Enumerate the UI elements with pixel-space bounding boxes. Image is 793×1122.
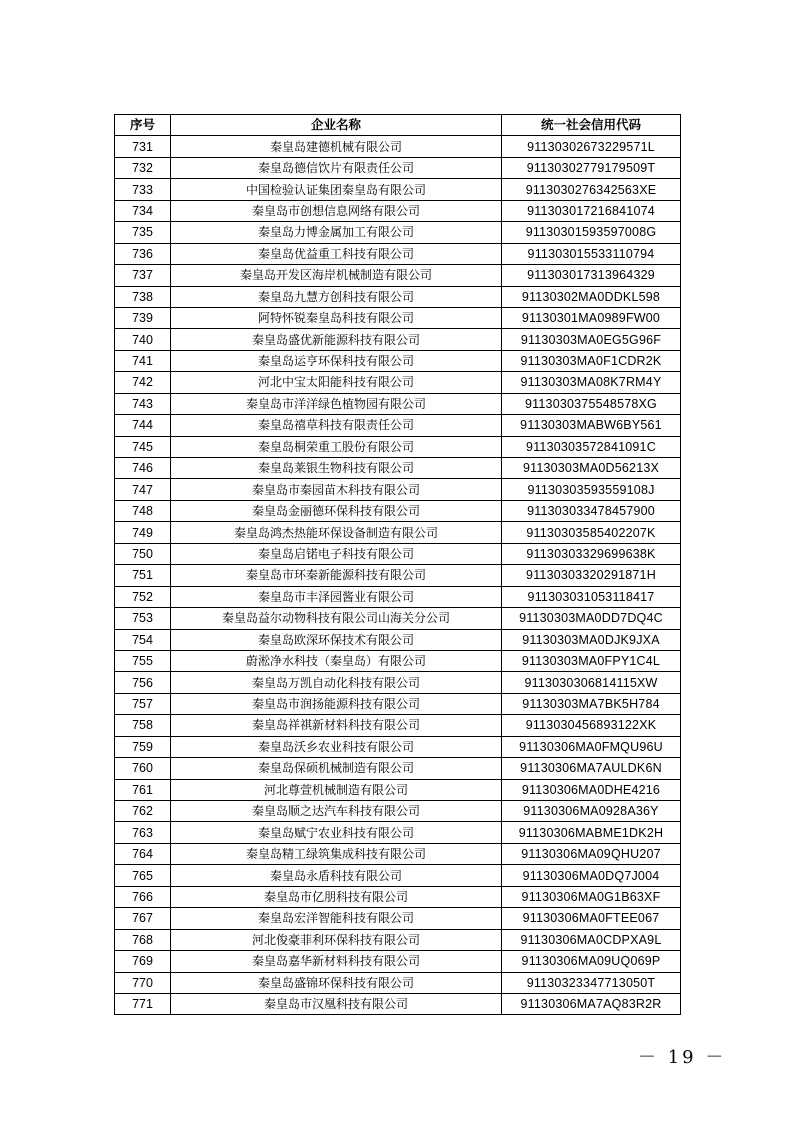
cell-credit-code: 9113030375548578XG — [502, 393, 681, 414]
cell-serial-number: 741 — [115, 350, 171, 371]
table-row — [115, 951, 681, 972]
cell-serial-number: 759 — [115, 736, 171, 757]
table-row — [115, 136, 681, 157]
cell-serial-number: 769 — [115, 951, 171, 972]
cell-credit-code: 91130303MA7BK5H784 — [502, 693, 681, 714]
cell-company-name: 秦皇岛禧草科技有限责任公司 — [171, 415, 502, 436]
cell-serial-number: 755 — [115, 650, 171, 671]
table-row — [115, 458, 681, 479]
cell-credit-code: 91130306MA0FMQU96U — [502, 736, 681, 757]
cell-credit-code: 9113030456893122XK — [502, 715, 681, 736]
cell-company-name: 秦皇岛开发区海岸机械制造有限公司 — [171, 265, 502, 286]
cell-credit-code: 91130302779179509T — [502, 157, 681, 178]
cell-serial-number: 767 — [115, 908, 171, 929]
cell-company-name: 秦皇岛启锘电子科技有限公司 — [171, 543, 502, 564]
cell-credit-code: 91130301593597008G — [502, 222, 681, 243]
cell-credit-code: 91130303MA0F1CDR2K — [502, 350, 681, 371]
cell-company-name: 秦皇岛建德机械有限公司 — [171, 136, 502, 157]
cell-serial-number: 754 — [115, 629, 171, 650]
cell-credit-code: 91130303MA0DD7DQ4C — [502, 608, 681, 629]
table-row — [115, 650, 681, 671]
cell-company-name: 秦皇岛祥祺新材料科技有限公司 — [171, 715, 502, 736]
cell-credit-code: 91130306MA0928A36Y — [502, 801, 681, 822]
table-body — [115, 136, 681, 1015]
cell-credit-code: 91130303329699638K — [502, 543, 681, 564]
cell-serial-number: 762 — [115, 801, 171, 822]
cell-credit-code: 9113030306814115XW — [502, 672, 681, 693]
header-serial-number: 序号 — [115, 115, 171, 136]
table-row — [115, 479, 681, 500]
cell-credit-code: 91130303MA0D56213X — [502, 458, 681, 479]
cell-company-name: 秦皇岛市洋洋绿色植物园有限公司 — [171, 393, 502, 414]
header-credit-code: 统一社会信用代码 — [502, 115, 681, 136]
header-company-name: 企业名称 — [171, 115, 502, 136]
cell-credit-code: 91130302MA0DDKL598 — [502, 286, 681, 307]
cell-company-name: 秦皇岛运亨环保科技有限公司 — [171, 350, 502, 371]
table-header-row — [115, 115, 681, 136]
cell-serial-number: 749 — [115, 522, 171, 543]
cell-serial-number: 748 — [115, 500, 171, 521]
company-table-container — [114, 114, 680, 1015]
cell-serial-number: 751 — [115, 565, 171, 586]
table-row — [115, 801, 681, 822]
cell-credit-code: 9113030276342563XE — [502, 179, 681, 200]
cell-credit-code: 91130306MA7AULDK6N — [502, 758, 681, 779]
cell-company-name: 河北俊豪菲利环保科技有限公司 — [171, 929, 502, 950]
cell-company-name: 秦皇岛永盾科技有限公司 — [171, 865, 502, 886]
cell-company-name: 秦皇岛莱银生物科技有限公司 — [171, 458, 502, 479]
page-number: － 19 － — [638, 1047, 727, 1068]
cell-company-name: 秦皇岛市亿朋科技有限公司 — [171, 886, 502, 907]
cell-serial-number: 734 — [115, 200, 171, 221]
cell-credit-code: 91130306MABME1DK2H — [502, 822, 681, 843]
table-row — [115, 779, 681, 800]
cell-company-name: 秦皇岛欧深环保技术有限公司 — [171, 629, 502, 650]
cell-company-name: 秦皇岛力博金属加工有限公司 — [171, 222, 502, 243]
cell-serial-number: 732 — [115, 157, 171, 178]
cell-credit-code: 911303017313964329 — [502, 265, 681, 286]
cell-company-name: 秦皇岛市创想信息网络有限公司 — [171, 200, 502, 221]
cell-credit-code: 91130302673229571L — [502, 136, 681, 157]
table-row — [115, 908, 681, 929]
cell-credit-code: 91130323347713050T — [502, 972, 681, 993]
cell-serial-number: 735 — [115, 222, 171, 243]
cell-company-name: 阿特怀锐秦皇岛科技有限公司 — [171, 307, 502, 328]
cell-company-name: 秦皇岛保硕机械制造有限公司 — [171, 758, 502, 779]
cell-company-name: 秦皇岛德信饮片有限责任公司 — [171, 157, 502, 178]
table-row — [115, 822, 681, 843]
table-row — [115, 993, 681, 1014]
cell-serial-number: 763 — [115, 822, 171, 843]
table-row — [115, 243, 681, 264]
cell-serial-number: 739 — [115, 307, 171, 328]
cell-serial-number: 750 — [115, 543, 171, 564]
table-row — [115, 886, 681, 907]
cell-company-name: 秦皇岛盛锦环保科技有限公司 — [171, 972, 502, 993]
cell-company-name: 秦皇岛万凯自动化科技有限公司 — [171, 672, 502, 693]
cell-credit-code: 91130303MA0DJK9JXA — [502, 629, 681, 650]
cell-credit-code: 91130303572841091C — [502, 436, 681, 457]
cell-serial-number: 765 — [115, 865, 171, 886]
cell-company-name: 秦皇岛优益重工科技有限公司 — [171, 243, 502, 264]
cell-credit-code: 91130303585402207K — [502, 522, 681, 543]
table-row — [115, 522, 681, 543]
cell-credit-code: 91130303320291871H — [502, 565, 681, 586]
table-row — [115, 865, 681, 886]
table-row — [115, 543, 681, 564]
table-row — [115, 350, 681, 371]
cell-serial-number: 757 — [115, 693, 171, 714]
cell-company-name: 秦皇岛金丽德环保科技有限公司 — [171, 500, 502, 521]
cell-serial-number: 756 — [115, 672, 171, 693]
cell-serial-number: 745 — [115, 436, 171, 457]
cell-credit-code: 91130306MA09UQ069P — [502, 951, 681, 972]
table-row — [115, 629, 681, 650]
table-row — [115, 693, 681, 714]
cell-serial-number: 733 — [115, 179, 171, 200]
table-row — [115, 265, 681, 286]
table-row — [115, 393, 681, 414]
cell-serial-number: 746 — [115, 458, 171, 479]
cell-company-name: 秦皇岛精工绿筑集成科技有限公司 — [171, 843, 502, 864]
cell-company-name: 秦皇岛沃乡农业科技有限公司 — [171, 736, 502, 757]
cell-serial-number: 743 — [115, 393, 171, 414]
cell-company-name: 秦皇岛市润扬能源科技有限公司 — [171, 693, 502, 714]
cell-serial-number: 753 — [115, 608, 171, 629]
cell-company-name: 秦皇岛盛优新能源科技有限公司 — [171, 329, 502, 350]
table-row — [115, 929, 681, 950]
cell-company-name: 秦皇岛鸿杰热能环保设备制造有限公司 — [171, 522, 502, 543]
table-row — [115, 715, 681, 736]
cell-credit-code: 911303017216841074 — [502, 200, 681, 221]
cell-serial-number: 736 — [115, 243, 171, 264]
cell-company-name: 河北尊萱机械制造有限公司 — [171, 779, 502, 800]
cell-company-name: 秦皇岛桐荣重工股份有限公司 — [171, 436, 502, 457]
cell-company-name: 秦皇岛赋宁农业科技有限公司 — [171, 822, 502, 843]
cell-serial-number: 758 — [115, 715, 171, 736]
cell-serial-number: 731 — [115, 136, 171, 157]
cell-company-name: 秦皇岛市丰泽园酱业有限公司 — [171, 586, 502, 607]
cell-company-name: 秦皇岛市汉凰科技有限公司 — [171, 993, 502, 1014]
table-row — [115, 672, 681, 693]
cell-credit-code: 91130306MA0DHE4216 — [502, 779, 681, 800]
cell-company-name: 蔚淞净水科技（秦皇岛）有限公司 — [171, 650, 502, 671]
cell-credit-code: 911303033478457900 — [502, 500, 681, 521]
cell-credit-code: 91130306MA0DQ7J004 — [502, 865, 681, 886]
cell-credit-code: 91130303593559108J — [502, 479, 681, 500]
cell-company-name: 秦皇岛九慧方创科技有限公司 — [171, 286, 502, 307]
table-row — [115, 307, 681, 328]
cell-credit-code: 91130303MA08K7RM4Y — [502, 372, 681, 393]
cell-credit-code: 91130301MA0989FW00 — [502, 307, 681, 328]
company-table — [114, 114, 681, 1015]
table-row — [115, 500, 681, 521]
table-row — [115, 179, 681, 200]
cell-serial-number: 768 — [115, 929, 171, 950]
cell-serial-number: 761 — [115, 779, 171, 800]
cell-credit-code: 911303031053118417 — [502, 586, 681, 607]
table-row — [115, 608, 681, 629]
cell-company-name: 秦皇岛宏洋智能科技有限公司 — [171, 908, 502, 929]
cell-serial-number: 744 — [115, 415, 171, 436]
cell-company-name: 秦皇岛市秦园苗木科技有限公司 — [171, 479, 502, 500]
table-row — [115, 586, 681, 607]
table-row — [115, 200, 681, 221]
cell-serial-number: 737 — [115, 265, 171, 286]
cell-credit-code: 91130306MA09QHU207 — [502, 843, 681, 864]
cell-credit-code: 91130303MA0FPY1C4L — [502, 650, 681, 671]
cell-serial-number: 742 — [115, 372, 171, 393]
table-row — [115, 972, 681, 993]
cell-serial-number: 764 — [115, 843, 171, 864]
table-row — [115, 415, 681, 436]
cell-company-name: 河北中宝太阳能科技有限公司 — [171, 372, 502, 393]
cell-serial-number: 738 — [115, 286, 171, 307]
cell-company-name: 秦皇岛市环秦新能源科技有限公司 — [171, 565, 502, 586]
table-row — [115, 736, 681, 757]
table-row — [115, 222, 681, 243]
cell-credit-code: 91130303MA0EG5G96F — [502, 329, 681, 350]
cell-serial-number: 760 — [115, 758, 171, 779]
table-row — [115, 565, 681, 586]
cell-serial-number: 747 — [115, 479, 171, 500]
cell-company-name: 秦皇岛顺之达汽车科技有限公司 — [171, 801, 502, 822]
table-row — [115, 157, 681, 178]
cell-credit-code: 91130303MABW6BY561 — [502, 415, 681, 436]
cell-serial-number: 771 — [115, 993, 171, 1014]
cell-credit-code: 91130306MA0CDPXA9L — [502, 929, 681, 950]
cell-serial-number: 766 — [115, 886, 171, 907]
table-row — [115, 286, 681, 307]
table-row — [115, 843, 681, 864]
cell-credit-code: 91130306MA0FTEE067 — [502, 908, 681, 929]
table-row — [115, 329, 681, 350]
table-row — [115, 758, 681, 779]
cell-credit-code: 911303015533110794 — [502, 243, 681, 264]
cell-company-name: 中国检验认证集团秦皇岛有限公司 — [171, 179, 502, 200]
cell-serial-number: 740 — [115, 329, 171, 350]
cell-company-name: 秦皇岛嘉华新材料科技有限公司 — [171, 951, 502, 972]
cell-credit-code: 91130306MA7AQ83R2R — [502, 993, 681, 1014]
cell-serial-number: 752 — [115, 586, 171, 607]
table-row — [115, 372, 681, 393]
cell-credit-code: 91130306MA0G1B63XF — [502, 886, 681, 907]
table-row — [115, 436, 681, 457]
cell-serial-number: 770 — [115, 972, 171, 993]
cell-company-name: 秦皇岛益尔动物科技有限公司山海关分公司 — [171, 608, 502, 629]
